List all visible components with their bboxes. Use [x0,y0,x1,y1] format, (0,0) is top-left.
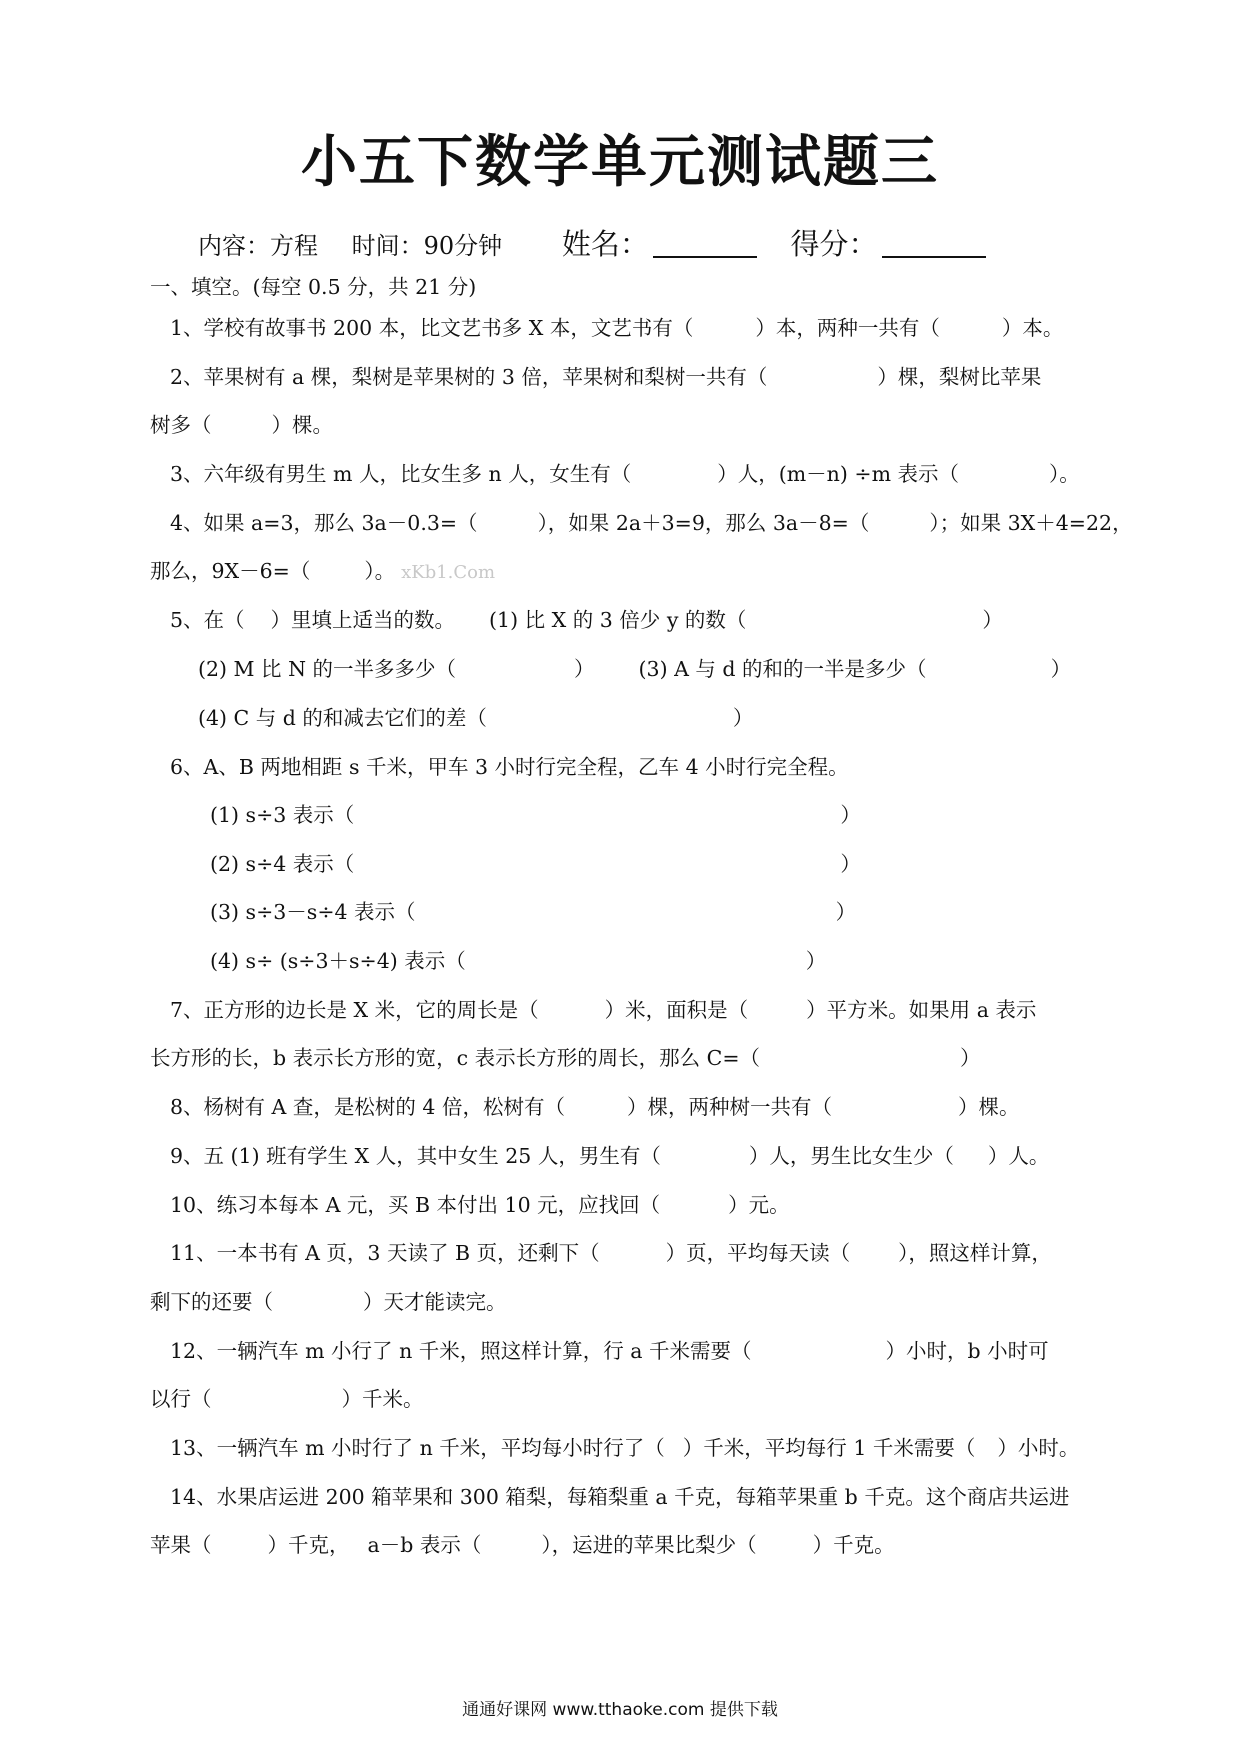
question-12: 12、一辆汽车 m 小行了 n 千米，照这样计算，行 a 千米需要（ ）小时，b 小时可 [170,1339,1049,1363]
question-6-1: (1) s÷3 表示（ ） [210,803,861,827]
question-2-cont: 树多（ ）棵。 [150,413,333,437]
time-label: 时间：90分钟 [351,232,503,260]
watermark: xKb1.Com [401,562,496,583]
question-7-cont: 长方形的长，b 表示长方形的宽，c 表示长方形的周长，那么 C=（ ） [150,1046,981,1070]
question-10: 10、练习本每本 A 元，买 B 本付出 10 元，应找回（ ）元。 [170,1193,790,1217]
question-5: 5、在（ ）里填上适当的数。 (1) 比 X 的 3 倍少 y 的数（ ） [170,608,1003,632]
score-label: 得分： [790,227,878,261]
question-6: 6、A、B 两地相距 s 千米，甲车 3 小时行完全程，乙车 4 小时行完全程。 [170,755,849,779]
question-8: 8、杨树有 A 查，是松树的 4 倍，松树有（ ）棵，两种树一共有（ ）棵。 [170,1095,1020,1119]
question-2: 2、苹果树有 a 棵，梨树是苹果树的 3 倍，苹果树和梨树一共有（ ）棵，梨树比苹果 [170,365,1042,389]
question-3: 3、六年级有男生 m 人，比女生多 n 人，女生有（ ）人，(m－n) ÷m 表示（ ）。 [170,462,1080,486]
question-4-cont: 那么，9X－6=（ ）。 xKb1.Com [150,559,496,583]
question-6-2: (2) s÷4 表示（ ） [210,852,861,876]
question-13: 13、一辆汽车 m 小时行了 n 千米，平均每小时行了（ ）千米，平均每行 1 千米需要（ ）小时。 [170,1436,1080,1460]
score-blank[interactable] [882,232,986,258]
question-6-3: (3) s÷3－s÷4 表示（ ） [210,900,857,924]
page-footer: 通通好课网 www.tthaoke.com 提供下载 [462,1700,778,1720]
page-title: 小五下数学单元测试题三 [301,130,939,195]
question-6-4: (4) s÷ (s÷3＋s÷4) 表示（ ） [210,949,827,973]
question-7: 7、正方形的边长是 X 米，它的周长是（ ）米，面积是（ ）平方米。如果用 a 表示 [170,998,1037,1022]
question-14: 14、水果店运进 200 箱苹果和 300 箱梨，每箱梨重 a 千克，每箱苹果重 b 千克。这个商店共运进 [170,1485,1070,1509]
question-9: 9、五 (1) 班有学生 X 人，其中女生 25 人，男生有（ ）人，男生比女生少（ ）人。 [170,1144,1050,1168]
question-12-cont: 以行（ ）千米。 [150,1387,424,1411]
question-11-cont: 剩下的还要（ ）天才能读完。 [150,1290,507,1314]
question-4: 4、如果 a=3，那么 3a－0.3=（ ），如果 2a＋3=9，那么 3a－8=（ ）；如果 3X＋4=22， [170,511,1133,535]
section-heading: 一、填空。(每空 0.5 分，共 21 分) [150,275,477,299]
name-label: 姓名： [561,227,649,261]
question-5-row3: (4) C 与 d 的和减去它们的差（ ） [198,706,754,730]
name-blank[interactable] [653,232,757,258]
question-14-cont: 苹果（ ）千克， a－b 表示（ ），运进的苹果比梨少（ ）千克。 [150,1533,895,1557]
exam-meta [198,222,986,263]
question-1: 1、学校有故事书 200 本，比文艺书多 X 本，文艺书有（ ）本，两种一共有（ ）本。 [170,316,1064,340]
question-5-row2: (2) M 比 N 的一半多多少（ ） (3) A 与 d 的和的一半是多少（ ） [198,657,1072,681]
question-11: 11、一本书有 A 页，3 天读了 B 页，还剩下（ ）页，平均每天读（ ），照这样计算， [170,1241,1052,1265]
content-label: 内容：方程 [198,232,318,260]
